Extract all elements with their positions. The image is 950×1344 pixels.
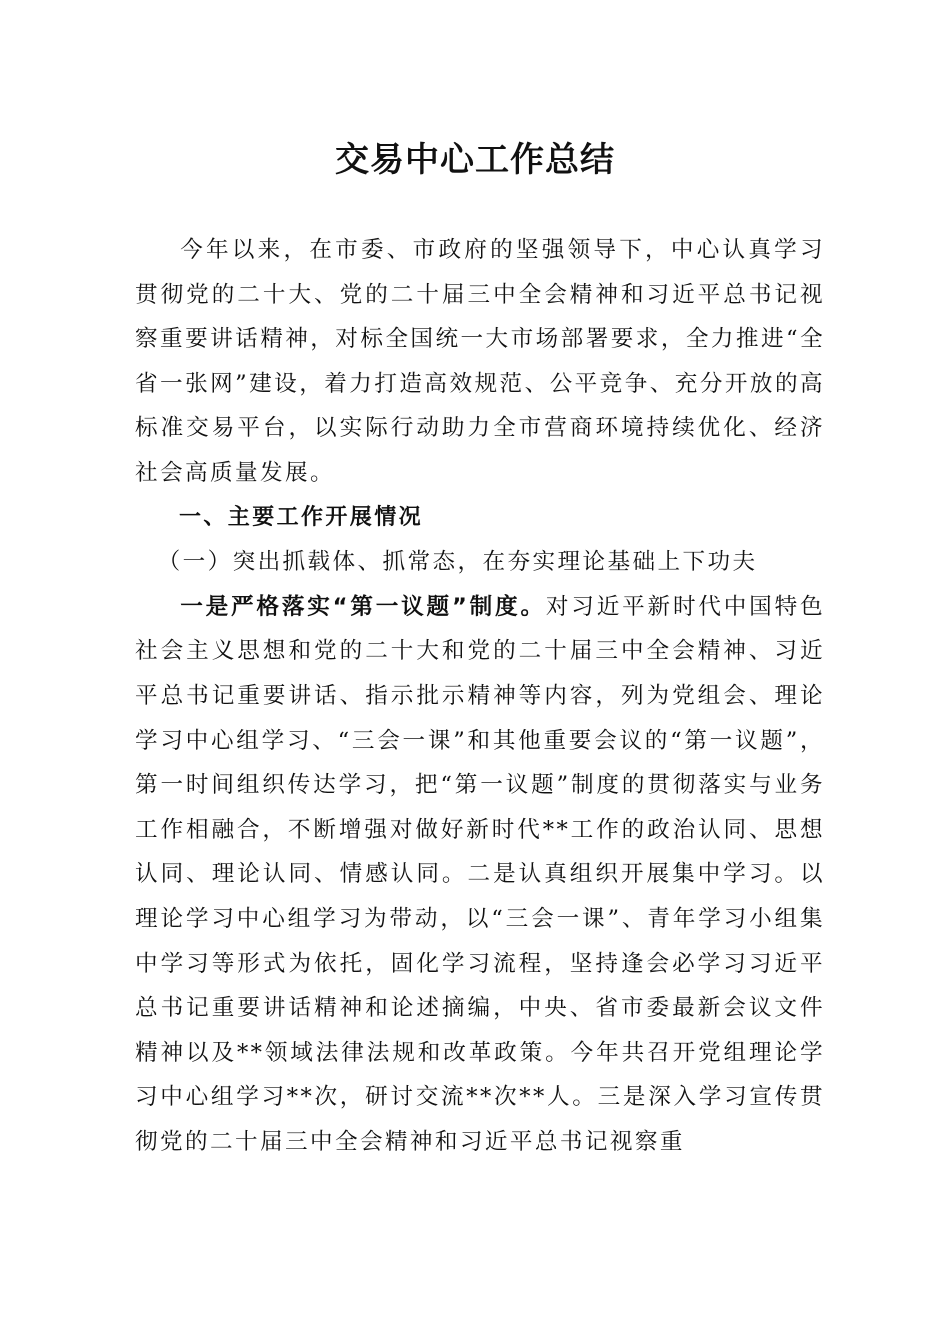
document-body: [135, 228, 825, 1164]
section-heading: 一、主要工作开展情况: [179, 504, 424, 530]
body-paragraph: [135, 585, 825, 1165]
intro-paragraph: 今年以来，在市委、市政府的坚强领导下，中心认真学习贯彻党的二十大、党的二十届三中全会精神和习近平总书记视察重要讲话精神，对标全国统一大市场部署要求，全力推进“全省一张网”建设，着力打造高效规范、公平竞争、充分开放的高标准交易平台，以实际行动助力全市营商环境持续优化、经济社会高质量发展。: [135, 237, 826, 486]
subsection-heading: （一）突出抓载体、抓常态，在夯实理论基础上下功夫: [157, 549, 758, 576]
paragraph-text: 对习近平新时代中国特色社会主义思想和党的二十大和党的二十届三中全会精神、习近平总书记重要讲话、指示批示精神等内容，列为党组会、理论学习中心组学习、“三会一课”和其他重要会议的“第一议题”，第一时间组织传达学习，把“第一议题”制度的贯彻落实与业务工作相融合，不断增强对做好新时代**工作的政治认同、思想认同、理论认同、情感认同。二是认真组织开展集中学习。以理论学习中心组学习为带动，以“三会一课”、青年学习小组集中学习等形式为依托，固化学习流程，坚持逢会必学习习近平总书记重要讲话精神和论述摘编，中央、省市委最新会议文件精神以及**领域法律法规和改革政策。今年共召开党组理论学习中心组学习**次，研讨交流**次**人。三是深入学习宣传贯彻党的二十届三中全会精神和习近平总书记视察重: [135, 593, 826, 1155]
document-title: 交易中心工作总结: [335, 140, 615, 180]
paragraph-lead: 一是严格落实“第一议题”制度。: [180, 593, 546, 620]
